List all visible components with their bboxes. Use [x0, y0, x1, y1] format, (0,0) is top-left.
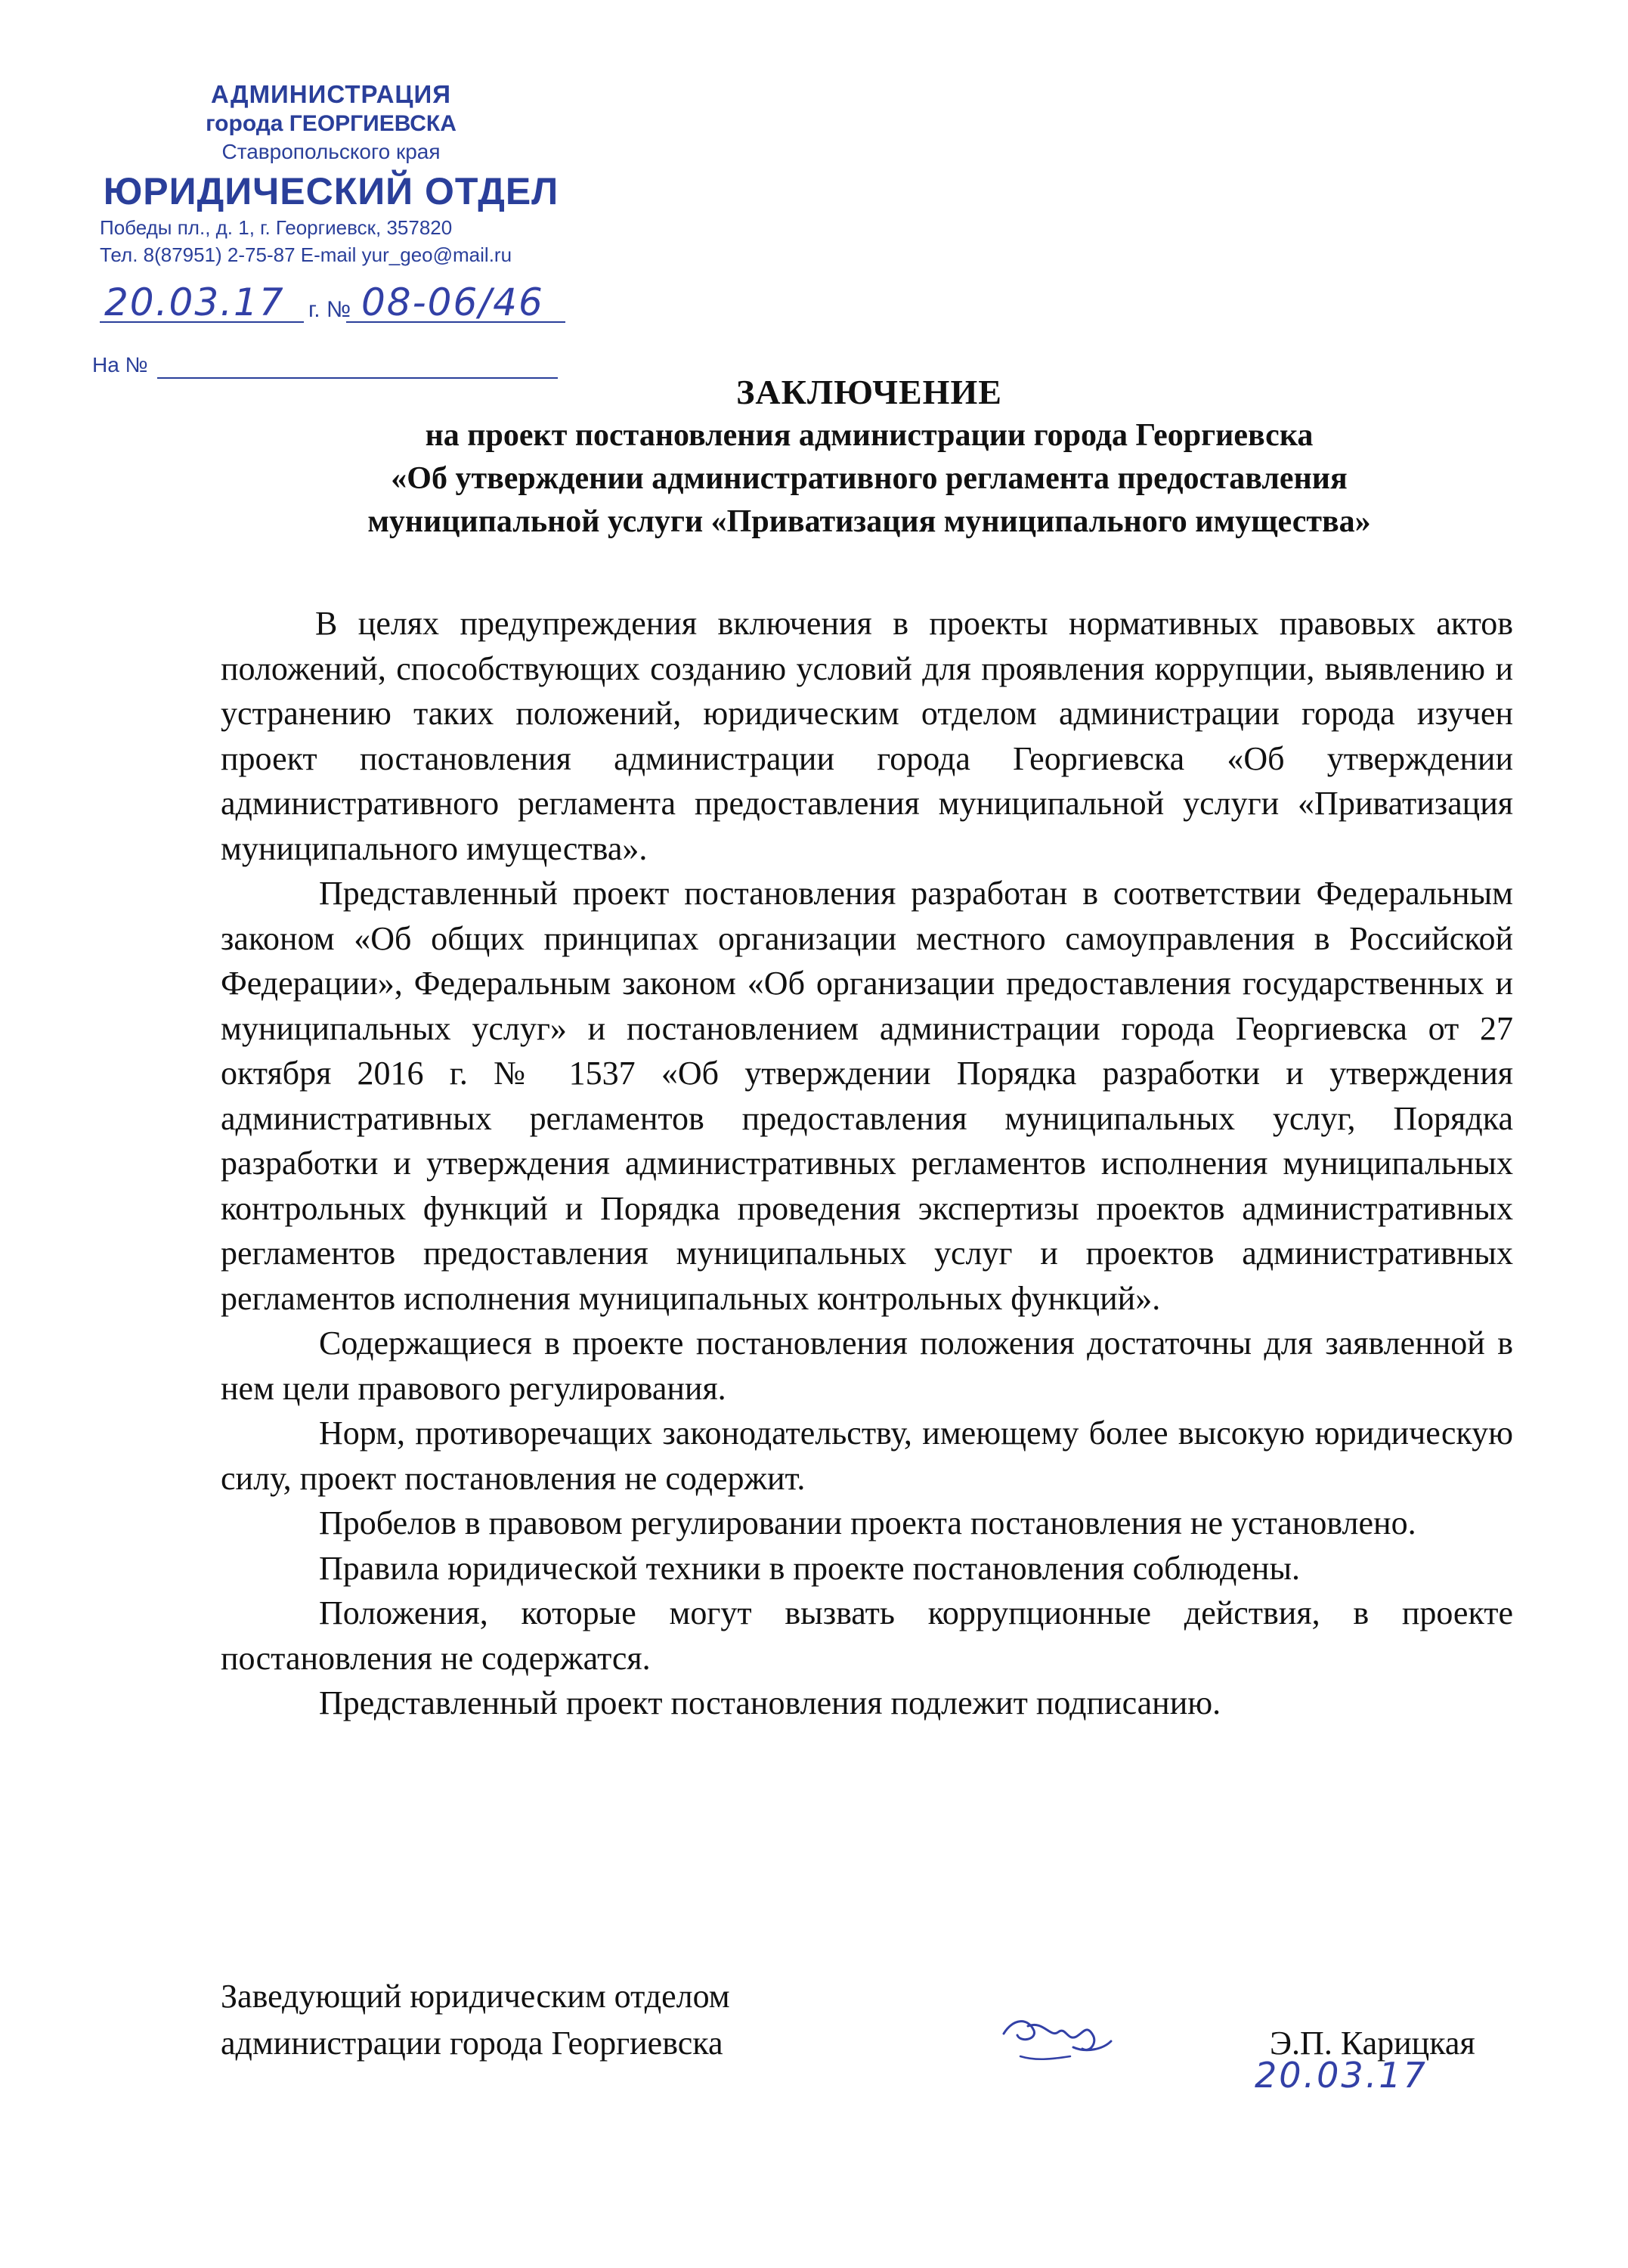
- paragraph-conclusion: Представленный проект постановления подлежит подписанию.: [319, 1684, 1221, 1721]
- document-title: ЗАКЛЮЧЕНИЕ: [736, 373, 1002, 411]
- year-number-label: г. №: [308, 297, 351, 322]
- stamp-line-city: города ГЕОРГИЕВСКА: [206, 111, 457, 136]
- position-line-2: администрации города Георгиевска: [221, 2025, 723, 2062]
- paragraph-no-gaps: Пробелов в правовом регулировании проекта постановления не установлено.: [319, 1504, 1416, 1541]
- date-underline: [100, 321, 304, 323]
- document-body: [221, 601, 1513, 1726]
- reference-label: На №: [92, 353, 148, 376]
- stamp-contacts: Тел. 8(87951) 2-75-87 E-mail yur_geo@mail.ru: [100, 243, 512, 266]
- handwritten-outgoing-date: 20.03.17: [104, 280, 285, 324]
- handwritten-outgoing-number: 08-06/46: [361, 280, 544, 324]
- number-underline: [346, 321, 565, 323]
- handwritten-signature: [998, 2003, 1134, 2071]
- paragraph-legal-basis: Представленный проект постановления разработан в соответствии Федеральным законом «Об общих принципах организации местного самоуправления в Российской Федерации», Федеральным законом «Об организации предоставления государственных и муниципальных услуг» и постановлением администрации города Георгиевска от 27 октября 2016 г. № 1537 «Об утверждении Порядка разработки и утверждения административных регламентов предоставления муниципальных услуг, Порядка разработки и утверждения административных регламентов исполнения муниципальных контрольных функций и Порядка проведения экспертизы проектов административных регламентов предоставления муниципальных услуг и проектов административных регламентов исполнения муниципальных контрольных функций».: [221, 875, 1513, 1317]
- signatory-name: Э.П. Карицкая: [1270, 2025, 1475, 2062]
- stamp-date-number-row: [89, 277, 573, 330]
- department-stamp: [89, 79, 573, 391]
- document-heading: [181, 370, 1557, 544]
- heading-line-3: муниципальной услуги «Приватизация муниципального имущества»: [367, 504, 1371, 539]
- paragraph-legal-technique: Правила юридической техники в проекте постановления соблюдены.: [319, 1549, 1301, 1587]
- paragraph-no-contradictions: Норм, противоречащих законодательству, имеющему более высокую юридическую силу, проект постановления не содержит.: [221, 1414, 1513, 1497]
- paragraph-purpose: В целях предупреждения включения в проекты нормативных правовых актов положений, способствующих созданию условий для проявления коррупции, выявлению и устранению таких положений, юридическим отделом администрации города изучен проект постановления администрации города Георгиевска «Об утверждении административного регламента предоставления муниципальной услуги «Приватизация муниципального имущества».: [221, 605, 1513, 867]
- stamp-line-region: Ставропольского края: [221, 140, 441, 163]
- paragraph-sufficiency: Содержащиеся в проекте постановления положения достаточны для заявленной в нем цели правового регулирования.: [221, 1325, 1513, 1407]
- handwritten-signature-date: 20.03.17: [1255, 2055, 1428, 2096]
- stamp-line-administration: АДМИНИСТРАЦИЯ: [211, 80, 451, 108]
- heading-line-1: на проект постановления администрации города Георгиевска: [425, 418, 1314, 453]
- heading-line-2: «Об утверждении административного регламента предоставления: [391, 461, 1348, 496]
- stamp-address: Победы пл., д. 1, г. Георгиевск, 357820: [100, 216, 453, 239]
- stamp-line-department: ЮРИДИЧЕСКИЙ ОТДЕЛ: [103, 170, 559, 212]
- paragraph-no-corruption: Положения, которые могут вызвать коррупционные действия, в проекте постановления не содержатся.: [221, 1594, 1513, 1677]
- signatory-position: [221, 1973, 901, 2067]
- position-line-1: Заведующий юридическим отделом: [221, 1978, 730, 2015]
